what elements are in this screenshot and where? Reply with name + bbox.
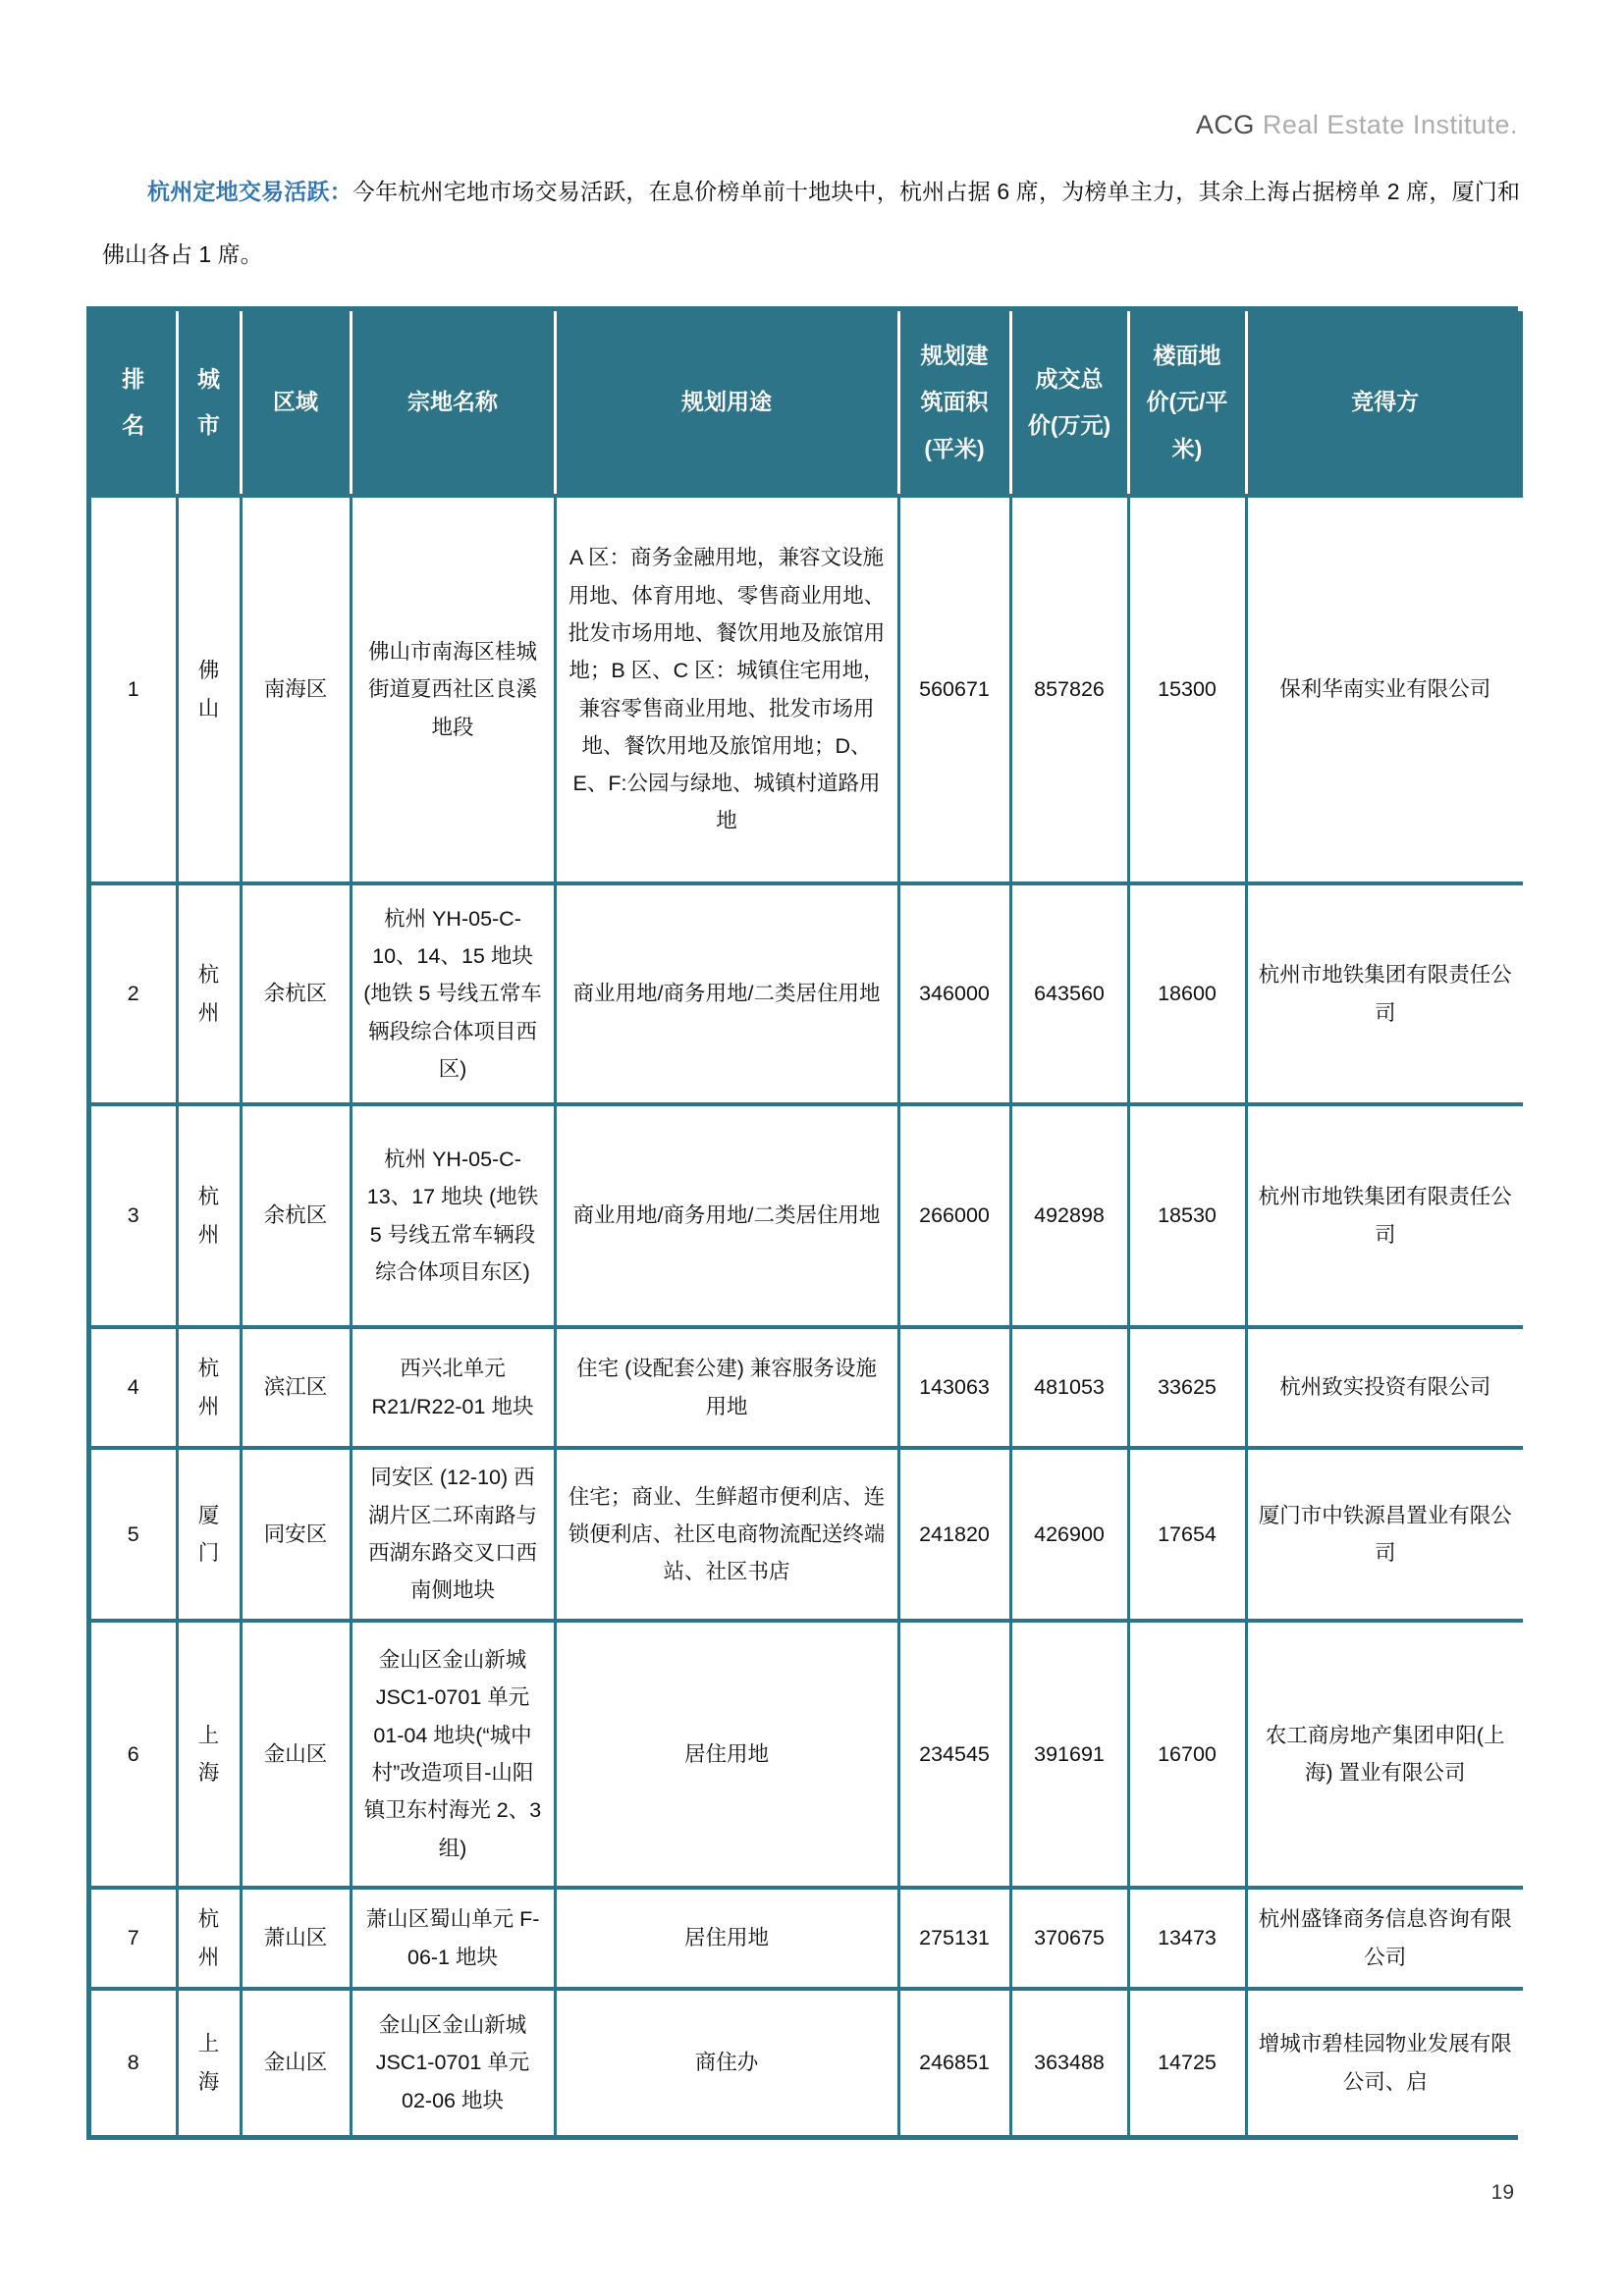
cell-use: 住宅 (设配套公建) 兼容服务设施用地 [555, 1327, 898, 1448]
cell-district: 余杭区 [241, 883, 351, 1104]
cell-area: 246851 [898, 1989, 1010, 2135]
cell-floor-price: 33625 [1128, 1327, 1246, 1448]
cell-floor-price: 18600 [1128, 883, 1246, 1104]
cell-area: 275131 [898, 1888, 1010, 1989]
cell-city: 厦门 [177, 1448, 241, 1621]
cell-district: 同安区 [241, 1448, 351, 1621]
land-deals-table-frame [86, 306, 1518, 2140]
table-row [91, 1621, 1523, 1888]
table-row [91, 1989, 1523, 2135]
cell-use: 住宅；商业、生鲜超市便利店、连锁便利店、社区电商物流配送终端站、社区书店 [555, 1448, 898, 1621]
col-header-area: 规划建筑面积(平米) [898, 311, 1010, 496]
cell-buyer: 杭州市地铁集团有限责任公司 [1246, 1104, 1523, 1327]
table-row [91, 1888, 1523, 1989]
cell-district: 余杭区 [241, 1104, 351, 1327]
col-header-district: 区域 [241, 311, 351, 496]
cell-floor-price: 14725 [1128, 1989, 1246, 2135]
table-header-row [91, 311, 1523, 496]
cell-parcel: 金山区金山新城 JSC1-0701 单元 02-06 地块 [351, 1989, 555, 2135]
cell-use: 商业用地/商务用地/二类居住用地 [555, 1104, 898, 1327]
cell-buyer: 杭州市地铁集团有限责任公司 [1246, 883, 1523, 1104]
cell-rank: 2 [91, 883, 177, 1104]
col-header-city: 城市 [177, 311, 241, 496]
cell-rank: 4 [91, 1327, 177, 1448]
cell-district: 萧山区 [241, 1888, 351, 1989]
cell-area: 346000 [898, 883, 1010, 1104]
cell-use: 商业用地/商务用地/二类居住用地 [555, 883, 898, 1104]
cell-use: 居住用地 [555, 1621, 898, 1888]
cell-use: 商住办 [555, 1989, 898, 2135]
cell-area: 241820 [898, 1448, 1010, 1621]
cell-buyer: 增城市碧桂园物业发展有限公司、启 [1246, 1989, 1523, 2135]
page-number: 19 [1490, 2181, 1514, 2204]
cell-city: 上海 [177, 1621, 241, 1888]
col-header-buyer: 竞得方 [1246, 311, 1523, 496]
cell-parcel: 同安区 (12-10) 西湖片区二环南路与西湖东路交叉口西南侧地块 [351, 1448, 555, 1621]
cell-buyer: 农工商房地产集团申阳(上海) 置业有限公司 [1246, 1621, 1523, 1888]
cell-total-price: 857826 [1010, 496, 1128, 883]
cell-district: 金山区 [241, 1989, 351, 2135]
cell-rank: 1 [91, 496, 177, 883]
col-header-total-price: 成交总价(万元) [1010, 311, 1128, 496]
cell-city: 上海 [177, 1989, 241, 2135]
cell-city: 杭州 [177, 883, 241, 1104]
cell-floor-price: 16700 [1128, 1621, 1246, 1888]
cell-rank: 6 [91, 1621, 177, 1888]
brand-suffix: Real Estate Institute. [1254, 110, 1518, 139]
cell-use: 居住用地 [555, 1888, 898, 1989]
brand-line [1196, 110, 1518, 140]
cell-parcel: 萧山区蜀山单元 F-06-1 地块 [351, 1888, 555, 1989]
cell-parcel: 杭州 YH-05-C-13、17 地块 (地铁 5 号线五常车辆段综合体项目东区) [351, 1104, 555, 1327]
cell-district: 南海区 [241, 496, 351, 883]
brand-name: ACG [1195, 110, 1255, 139]
cell-total-price: 481053 [1010, 1327, 1128, 1448]
cell-total-price: 492898 [1010, 1104, 1128, 1327]
col-header-parcel: 宗地名称 [351, 311, 555, 496]
cell-parcel: 佛山市南海区桂城街道夏西社区良溪地段 [351, 496, 555, 883]
intro-lead: 杭州定地交易活跃： [147, 179, 352, 204]
land-deals-table [91, 311, 1523, 2135]
table-row [91, 1104, 1523, 1327]
cell-floor-price: 15300 [1128, 496, 1246, 883]
table-row [91, 496, 1523, 883]
cell-city: 杭州 [177, 1327, 241, 1448]
cell-rank: 3 [91, 1104, 177, 1327]
cell-parcel: 西兴北单元 R21/R22-01 地块 [351, 1327, 555, 1448]
cell-total-price: 426900 [1010, 1448, 1128, 1621]
cell-use: A 区：商务金融用地，兼容文设施用地、体育用地、零售商业用地、批发市场用地、餐饮用地及旅馆用地；B 区、C 区：城镇住宅用地，兼容零售商业用地、批发市场用地、餐饮用地及旅馆用地；D、E、F:公园与绿地、城镇村道路用地 [555, 496, 898, 883]
cell-rank: 8 [91, 1989, 177, 2135]
cell-total-price: 391691 [1010, 1621, 1128, 1888]
cell-area: 234545 [898, 1621, 1010, 1888]
cell-rank: 7 [91, 1888, 177, 1989]
cell-city: 杭州 [177, 1104, 241, 1327]
cell-district: 滨江区 [241, 1327, 351, 1448]
col-header-use: 规划用途 [555, 311, 898, 496]
cell-total-price: 370675 [1010, 1888, 1128, 1989]
cell-parcel: 金山区金山新城 JSC1-0701 单元 01-04 地块(“城中村”改造项目-山阳镇卫东村海光 2、3 组) [351, 1621, 555, 1888]
cell-city: 杭州 [177, 1888, 241, 1989]
cell-floor-price: 13473 [1128, 1888, 1246, 1989]
table-row [91, 883, 1523, 1104]
table-row [91, 1327, 1523, 1448]
intro-paragraph [102, 160, 1520, 286]
cell-city: 佛山 [177, 496, 241, 883]
cell-area: 560671 [898, 496, 1010, 883]
col-header-floor-price: 楼面地价(元/平米) [1128, 311, 1246, 496]
cell-area: 143063 [898, 1327, 1010, 1448]
col-header-rank: 排名 [91, 311, 177, 496]
cell-rank: 5 [91, 1448, 177, 1621]
cell-parcel: 杭州 YH-05-C-10、14、15 地块 (地铁 5 号线五常车辆段综合体项目西区) [351, 883, 555, 1104]
table-row [91, 1448, 1523, 1621]
cell-total-price: 643560 [1010, 883, 1128, 1104]
cell-floor-price: 17654 [1128, 1448, 1246, 1621]
cell-buyer: 保利华南实业有限公司 [1246, 496, 1523, 883]
cell-area: 266000 [898, 1104, 1010, 1327]
cell-buyer: 杭州致实投资有限公司 [1246, 1327, 1523, 1448]
cell-buyer: 厦门市中铁源昌置业有限公司 [1246, 1448, 1523, 1621]
cell-buyer: 杭州盛锋商务信息咨询有限公司 [1246, 1888, 1523, 1989]
cell-floor-price: 18530 [1128, 1104, 1246, 1327]
cell-district: 金山区 [241, 1621, 351, 1888]
intro-body: 今年杭州宅地市场交易活跃，在息价榜单前十地块中，杭州占据 6 席，为榜单主力，其余上海占据榜单 2 席，厦门和佛山各占 1 席。 [102, 179, 1520, 267]
cell-total-price: 363488 [1010, 1989, 1128, 2135]
